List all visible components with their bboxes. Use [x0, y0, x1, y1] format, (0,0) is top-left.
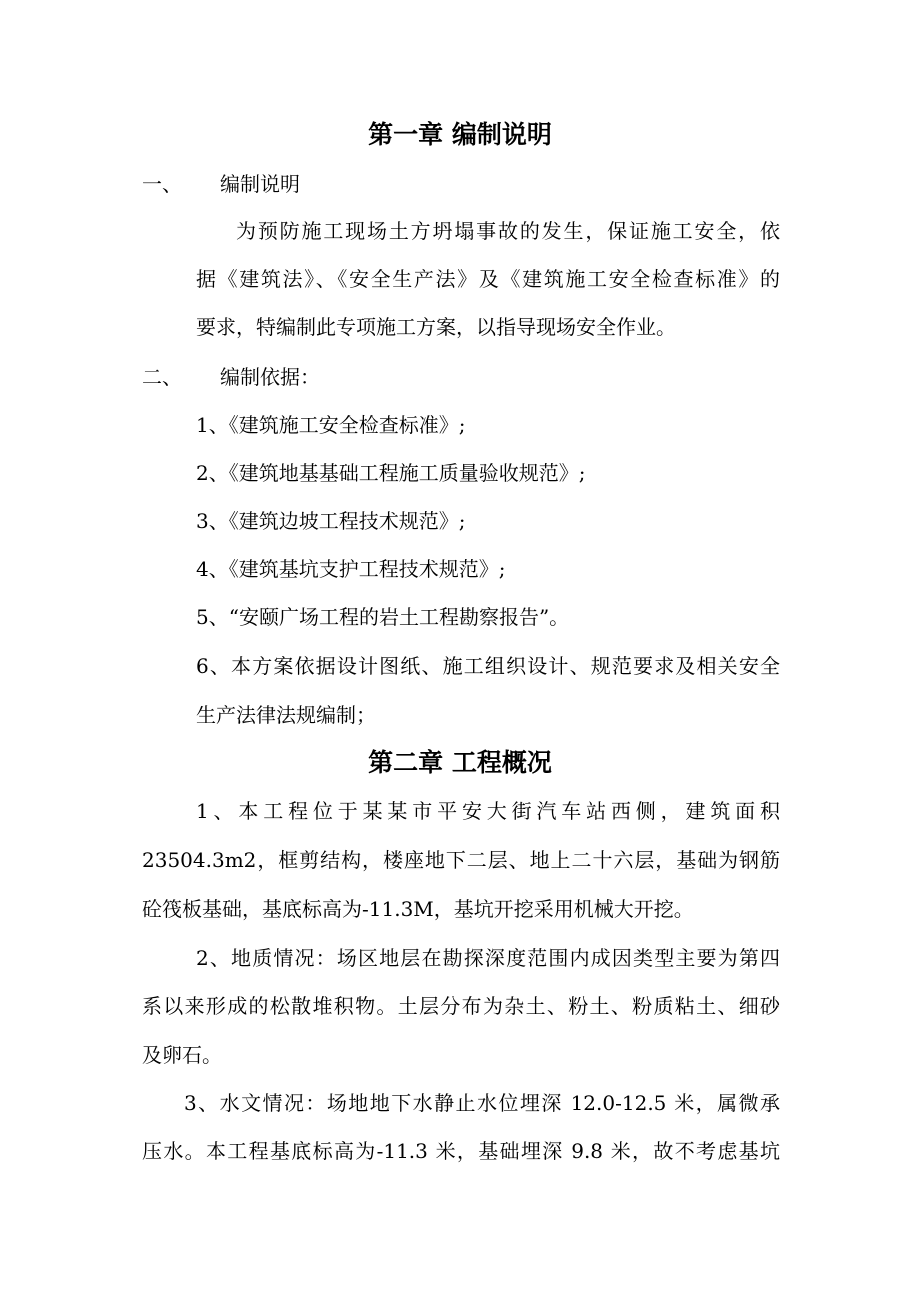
section1-title: 编制说明 [220, 172, 300, 196]
basis-item-4: 4、《建筑基坑支护工程技术规范》; [196, 557, 506, 581]
section2-title: 编制依据： [220, 365, 320, 389]
section1-para-line-3: 要求，特编制此专项施工方案，以指导现场安全作业。 [196, 315, 676, 339]
section1-heading [142, 170, 300, 198]
overview-p1-line-3: 砼筏板基础，基底标高为-11.3M，基坑开挖采用机械大开挖。 [142, 897, 694, 921]
overview-p3-line-1: 3、水文情况：场地地下水静止水位埋深 12.0-12.5 米，属微承 [184, 1091, 780, 1115]
section2-heading [142, 363, 320, 391]
overview-p2-line-2: 系以来形成的松散堆积物。土层分布为杂土、粉土、粉质粘土、细砂 [142, 994, 780, 1018]
overview-p2-line-1: 2、地质情况：场区地层在勘探深度范围内成因类型主要为第四 [196, 946, 780, 970]
chapter1-title: 第一章 编制说明 [368, 120, 552, 149]
overview-p3-line-2: 压水。本工程基底标高为-11.3 米，基础埋深 9.8 米，故不考虑基坑 [142, 1139, 780, 1163]
section1-para-line-2: 据《建筑法》、《安全生产法》及《建筑施工安全检查标准》的 [196, 267, 780, 291]
overview-p2-line-3: 及卵石。 [142, 1043, 222, 1067]
basis-item-1: 1、《建筑施工安全检查标准》; [196, 413, 466, 437]
basis-item-5: 5、“安颐广场工程的岩土工程勘察报告”。 [196, 605, 570, 629]
basis-item-6-cont: 生产法律法规编制； [196, 703, 376, 727]
chapter2-title: 第二章 工程概况 [368, 748, 552, 777]
basis-item-3: 3、《建筑边坡工程技术规范》; [196, 509, 466, 533]
section1-para-line-1: 为预防施工现场土方坍塌事故的发生，保证施工安全，依 [236, 219, 780, 243]
overview-p1-line-1: 1、本工程位于某某市平安大街汽车站西侧，建筑面积 [196, 799, 780, 823]
overview-p1-line-2: 23504.3m2，框剪结构，楼座地下二层、地上二十六层，基础为钢筋 [142, 848, 780, 872]
basis-item-2: 2、《建筑地基基础工程施工质量验收规范》; [196, 461, 586, 485]
section1-number: 一、 [142, 172, 182, 196]
basis-item-6: 6、本方案依据设计图纸、施工组织设计、规范要求及相关安全 [196, 654, 780, 678]
section2-number: 二、 [142, 365, 182, 389]
